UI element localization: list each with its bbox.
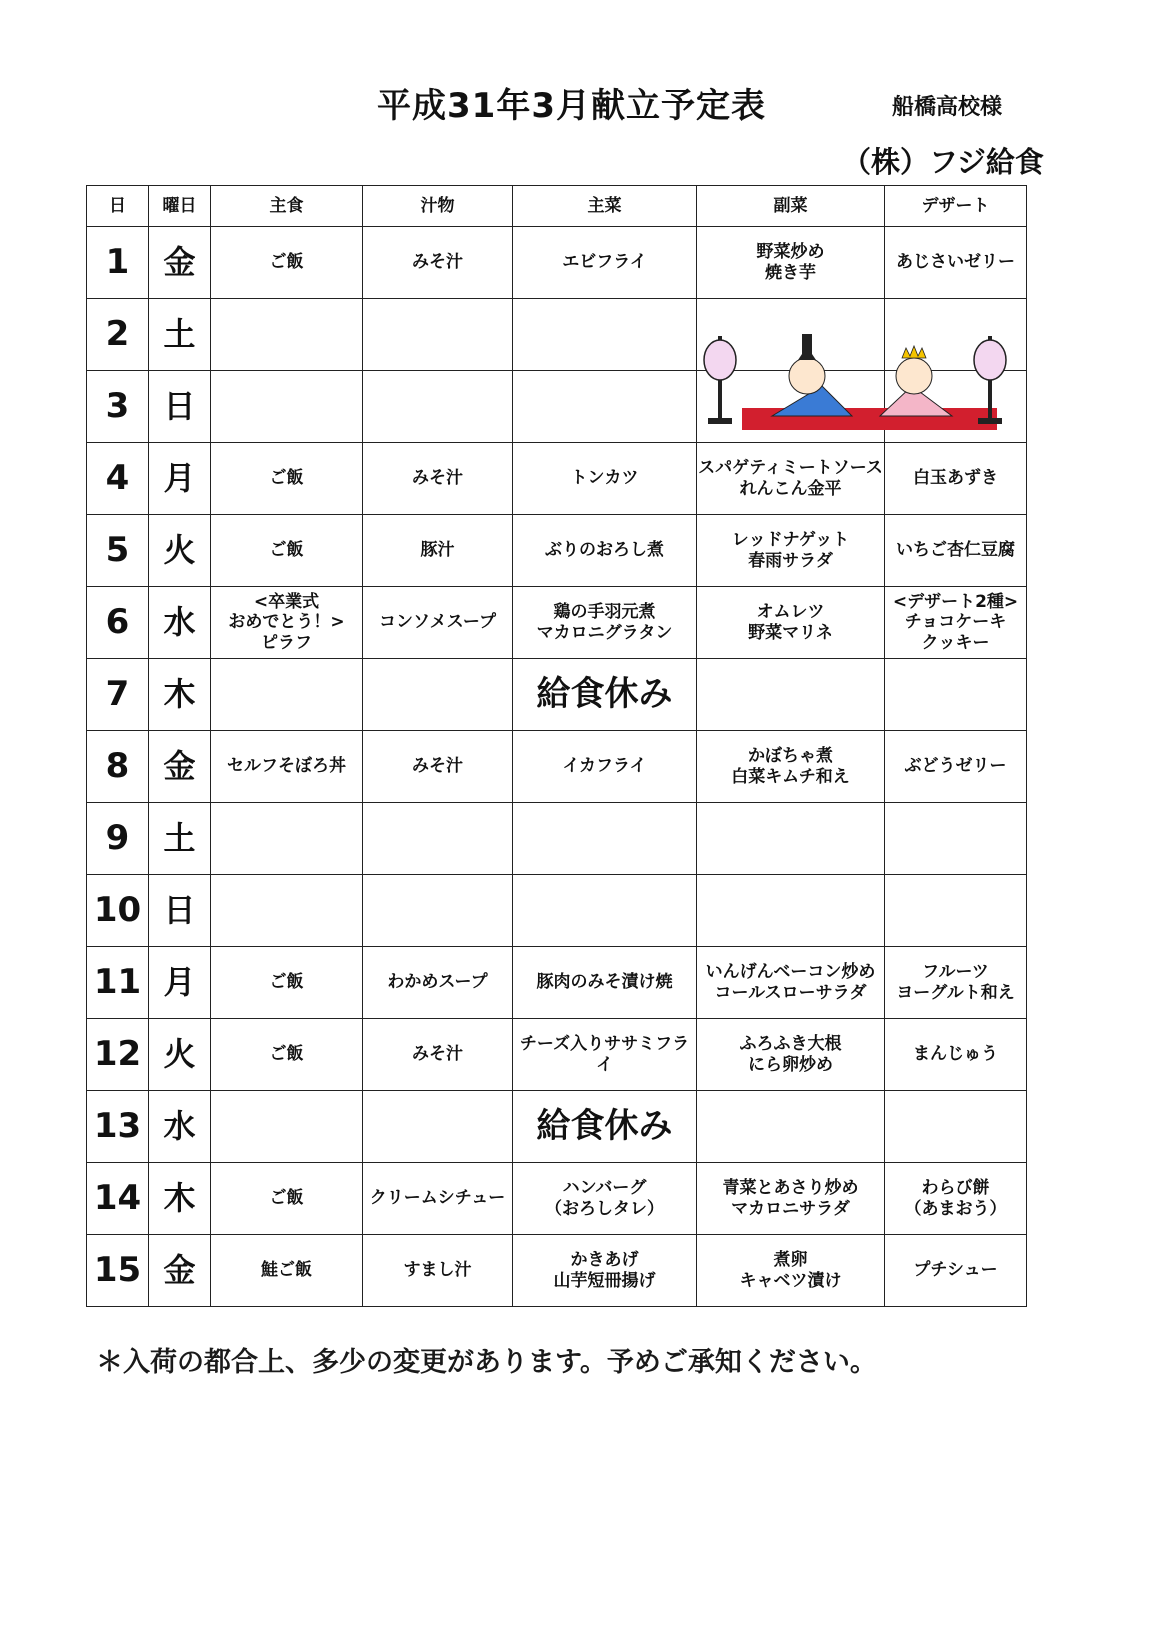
menu-cell-dessert <box>885 803 1027 875</box>
menu-cell-main <box>513 875 697 947</box>
table-row <box>87 947 1027 1019</box>
menu-cell-staple: 鮭ご飯 <box>211 1235 363 1307</box>
day-number: 14 <box>87 1163 149 1235</box>
menu-cell-staple: ご飯 <box>211 947 363 1019</box>
menu-cell-soup: みそ汁 <box>363 1019 513 1091</box>
menu-cell-soup: コンソメスープ <box>363 587 513 659</box>
menu-cell-side: いんげんベーコン炒め コールスローサラダ <box>697 947 885 1019</box>
menu-cell-dessert: わらび餅 （あまおう） <box>885 1163 1027 1235</box>
table-row <box>87 1163 1027 1235</box>
hina-doll-illustration <box>702 328 1032 443</box>
day-number: 1 <box>87 227 149 299</box>
menu-cell-soup <box>363 803 513 875</box>
table-row <box>87 227 1027 299</box>
weekday: 日 <box>149 875 211 947</box>
menu-cell-staple: ご飯 <box>211 515 363 587</box>
day-number: 7 <box>87 659 149 731</box>
weekday: 火 <box>149 515 211 587</box>
weekday: 土 <box>149 803 211 875</box>
menu-cell-main: 豚肉のみそ漬け焼 <box>513 947 697 1019</box>
col-header-staple: 主食 <box>211 186 363 227</box>
menu-cell-soup: みそ汁 <box>363 731 513 803</box>
menu-cell-soup: すまし汁 <box>363 1235 513 1307</box>
day-number: 6 <box>87 587 149 659</box>
day-number: 9 <box>87 803 149 875</box>
menu-cell-main: トンカツ <box>513 443 697 515</box>
weekday: 日 <box>149 371 211 443</box>
notice-text: ＊入荷の都合上、多少の変更があります。予めご承知ください。 <box>96 1347 877 1378</box>
table-header-row <box>87 186 1027 227</box>
empty-cell <box>697 1091 885 1163</box>
menu-cell-side: スパゲティミートソース れんこん金平 <box>697 443 885 515</box>
table-row <box>87 1091 1027 1163</box>
menu-cell-dessert: <デザート2種> チョコケーキ クッキー <box>885 587 1027 659</box>
day-number: 15 <box>87 1235 149 1307</box>
menu-cell-side: 野菜炒め 焼き芋 <box>697 227 885 299</box>
col-header-soup: 汁物 <box>363 186 513 227</box>
menu-cell-main <box>513 299 697 371</box>
menu-cell-staple: ご飯 <box>211 1019 363 1091</box>
col-header-day: 日 <box>87 186 149 227</box>
table-row <box>87 1235 1027 1307</box>
menu-cell-side: 煮卵 キャベツ漬け <box>697 1235 885 1307</box>
menu-cell-soup: 豚汁 <box>363 515 513 587</box>
menu-cell-dessert: いちご杏仁豆腐 <box>885 515 1027 587</box>
menu-cell-staple <box>211 803 363 875</box>
menu-cell-main: 鶏の手羽元煮 マカロニグラタン <box>513 587 697 659</box>
menu-cell-main: チーズ入りササミフライ <box>513 1019 697 1091</box>
table-row <box>87 587 1027 659</box>
table-row <box>87 1019 1027 1091</box>
menu-cell-side: レッドナゲット 春雨サラダ <box>697 515 885 587</box>
menu-cell-main: かきあげ 山芋短冊揚げ <box>513 1235 697 1307</box>
weekday: 火 <box>149 1019 211 1091</box>
weekday: 土 <box>149 299 211 371</box>
day-number: 10 <box>87 875 149 947</box>
menu-cell-side: オムレツ 野菜マリネ <box>697 587 885 659</box>
weekday: 水 <box>149 1091 211 1163</box>
menu-cell-soup <box>363 875 513 947</box>
menu-cell-main <box>513 803 697 875</box>
page-title: 平成31年3月献立予定表 <box>377 86 766 126</box>
school-name: 船橋高校様 <box>892 95 1003 120</box>
col-header-dessert: デザート <box>885 186 1027 227</box>
weekday: 木 <box>149 659 211 731</box>
menu-cell-soup: みそ汁 <box>363 227 513 299</box>
col-header-side: 副菜 <box>697 186 885 227</box>
menu-cell-staple: ご飯 <box>211 443 363 515</box>
empty-cell <box>211 659 363 731</box>
empty-cell <box>211 1091 363 1163</box>
weekday: 木 <box>149 1163 211 1235</box>
day-number: 3 <box>87 371 149 443</box>
table-row <box>87 443 1027 515</box>
table-row <box>87 659 1027 731</box>
menu-cell-main: ハンバーグ （おろしタレ） <box>513 1163 697 1235</box>
empty-cell <box>697 659 885 731</box>
company-name: （株）フジ給食 <box>842 145 1044 179</box>
menu-cell-soup: わかめスープ <box>363 947 513 1019</box>
menu-cell-dessert <box>885 875 1027 947</box>
day-number: 12 <box>87 1019 149 1091</box>
weekday: 月 <box>149 443 211 515</box>
menu-cell-soup <box>363 371 513 443</box>
menu-cell-side: 青菜とあさり炒め マカロニサラダ <box>697 1163 885 1235</box>
day-number: 13 <box>87 1091 149 1163</box>
weekday: 月 <box>149 947 211 1019</box>
empty-cell <box>363 659 513 731</box>
weekday: 水 <box>149 587 211 659</box>
table-row <box>87 731 1027 803</box>
menu-cell-dessert: あじさいゼリー <box>885 227 1027 299</box>
menu-cell-dessert: ぶどうゼリー <box>885 731 1027 803</box>
menu-cell-staple <box>211 875 363 947</box>
menu-cell-dessert: フルーツ ヨーグルト和え <box>885 947 1027 1019</box>
menu-cell-staple: セルフそぼろ丼 <box>211 731 363 803</box>
menu-cell-soup: みそ汁 <box>363 443 513 515</box>
menu-cell-dessert: 白玉あずき <box>885 443 1027 515</box>
menu-cell-main: ぶりのおろし煮 <box>513 515 697 587</box>
menu-cell-staple <box>211 371 363 443</box>
menu-cell-dessert: プチシュー <box>885 1235 1027 1307</box>
table-row <box>87 875 1027 947</box>
menu-cell-side: かぼちゃ煮 白菜キムチ和え <box>697 731 885 803</box>
day-number: 11 <box>87 947 149 1019</box>
day-number: 2 <box>87 299 149 371</box>
day-number: 4 <box>87 443 149 515</box>
menu-cell-main: イカフライ <box>513 731 697 803</box>
menu-cell-staple: ご飯 <box>211 227 363 299</box>
lantern-left-icon <box>704 336 736 424</box>
lunch-closed-label: 給食休み <box>513 659 697 731</box>
menu-cell-side: ふろふき大根 にら卵炒め <box>697 1019 885 1091</box>
day-number: 8 <box>87 731 149 803</box>
col-header-main: 主菜 <box>513 186 697 227</box>
menu-cell-soup <box>363 299 513 371</box>
empty-cell <box>885 659 1027 731</box>
weekday: 金 <box>149 227 211 299</box>
table-row <box>87 515 1027 587</box>
menu-cell-dessert: まんじゅう <box>885 1019 1027 1091</box>
weekday: 金 <box>149 731 211 803</box>
lunch-closed-label: 給食休み <box>513 1091 697 1163</box>
menu-cell-main: エビフライ <box>513 227 697 299</box>
princess-doll-icon <box>880 346 952 416</box>
prince-doll-icon <box>772 334 852 416</box>
menu-cell-side <box>697 875 885 947</box>
table-row <box>87 803 1027 875</box>
empty-cell <box>363 1091 513 1163</box>
menu-cell-soup: クリームシチュー <box>363 1163 513 1235</box>
empty-cell <box>885 1091 1027 1163</box>
weekday: 金 <box>149 1235 211 1307</box>
menu-cell-staple <box>211 299 363 371</box>
col-header-weekday: 曜日 <box>149 186 211 227</box>
menu-cell-main <box>513 371 697 443</box>
menu-cell-staple: ご飯 <box>211 1163 363 1235</box>
menu-cell-staple: <卒業式 おめでとう！> ピラフ <box>211 587 363 659</box>
day-number: 5 <box>87 515 149 587</box>
menu-cell-side <box>697 803 885 875</box>
